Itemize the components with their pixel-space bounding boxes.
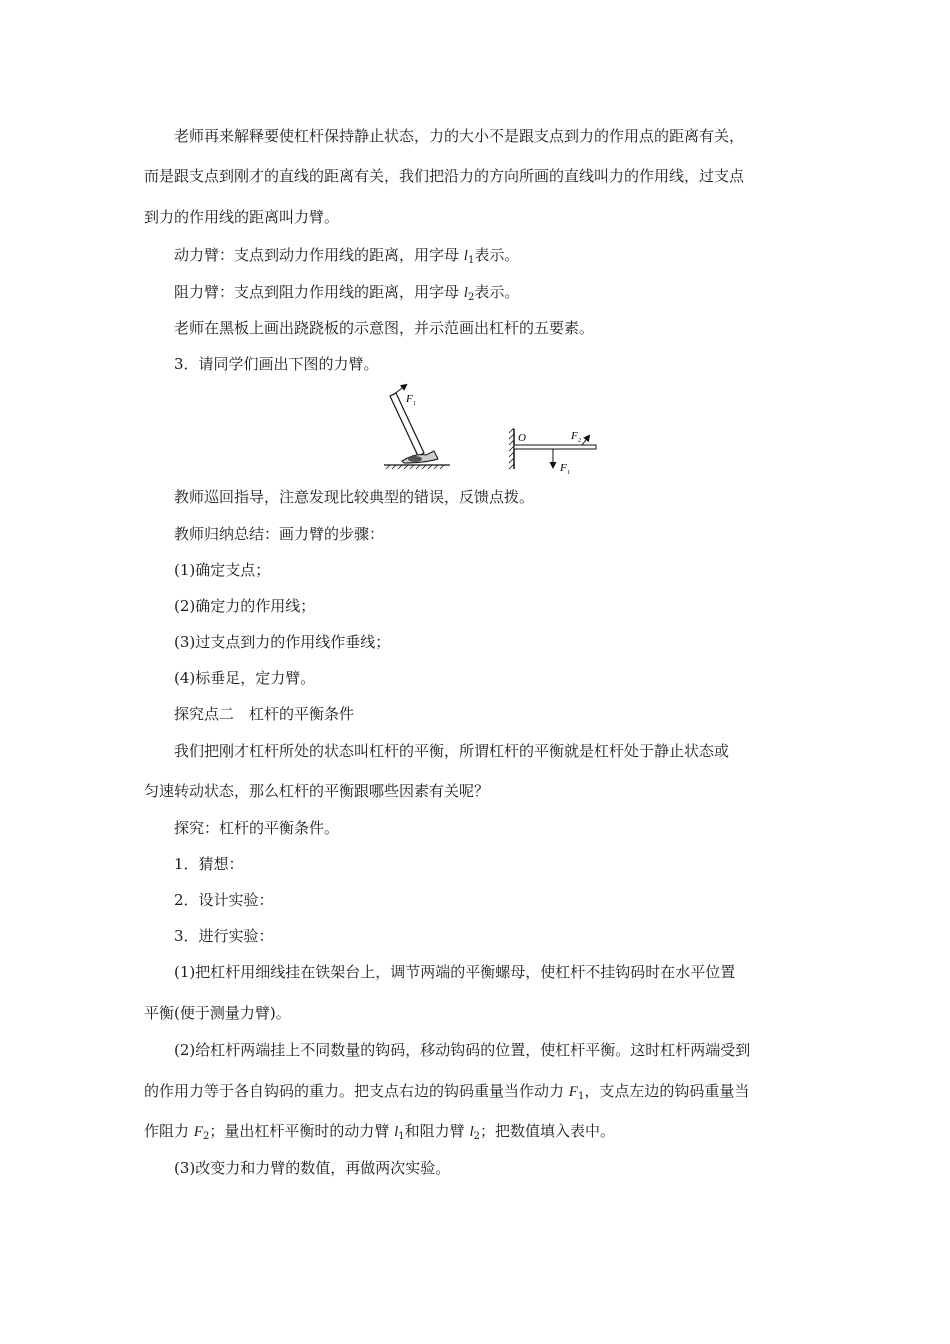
question-3: 3．请同学们画出下图的力臂。 (174, 355, 379, 373)
lever-figure (380, 383, 604, 475)
symbol-f: F (568, 1084, 578, 1100)
force-label-f2: F (571, 430, 578, 442)
text-run: ；把数值填入表中。 (479, 1122, 615, 1140)
step-item: (2)确定力的作用线； (174, 597, 316, 615)
paragraph-line: 老师再来解释要使杠杆保持静止状态，力的大小不是跟支点到力的作用点的距离有关， (174, 127, 745, 145)
symbol-l: l (394, 1124, 399, 1140)
step-item: (1)确定支点； (174, 561, 271, 579)
paragraph-line: (1)把杠杆用细线挂在铁架台上，调节两端的平衡螺母，使杠杆不挂钩码时在水平位置 (174, 963, 736, 981)
list-item: 1．猜想： (174, 855, 244, 873)
text-run: 动力臂：支点到动力作用线的距离，用字母 (174, 246, 464, 264)
force-subscript: 1 (413, 401, 416, 407)
wall-lever-drawing (509, 428, 596, 475)
crowbar-drawing (384, 385, 450, 469)
section-heading: 探究点二 杠杆的平衡条件 (174, 705, 355, 723)
symbol-l: l (469, 1124, 474, 1140)
paragraph-line: 而是跟支点到刚才的直线的距离有关，我们把沿力的方向所画的直线叫力的作用线，过支点 (144, 167, 745, 185)
subscript: 1 (398, 1131, 405, 1142)
paragraph-line: 平衡(便于测量力臂)。 (144, 1004, 291, 1022)
subscript: 2 (202, 1131, 210, 1142)
paragraph-line: 探究：杠杆的平衡条件。 (174, 819, 340, 837)
subscript: 1 (577, 1091, 585, 1102)
text-run: 表示。 (474, 283, 520, 301)
symbol-l: l (463, 285, 468, 301)
step-item: (3)过支点到力的作用线作垂线； (174, 633, 391, 651)
text-run: ，支点左边的钩码重量当 (584, 1082, 750, 1100)
paragraph-line: (2)给杠杆两端挂上不同数量的钩码，移动钩码的位置，使杠杆平衡。这时杠杆两端受到 (174, 1041, 751, 1059)
text-run: 的作用力等于各自钩码的重力。把支点右边的钩码重量当作动力 (144, 1082, 569, 1100)
text-run: 阻力臂：支点到阻力作用线的距离，用字母 (174, 283, 464, 301)
paragraph-line (144, 1082, 809, 1106)
text-run: 和阻力臂 (404, 1122, 470, 1140)
pivot-label-o: O (518, 432, 526, 444)
paragraph-line: 匀速转动状态，那么杠杆的平衡跟哪些因素有关呢？ (144, 782, 490, 800)
subscript: 1 (467, 255, 475, 266)
list-item: 3．进行实验： (174, 927, 274, 945)
paragraph-line: (3)改变力和力臂的数值，再做两次实验。 (174, 1159, 451, 1177)
paragraph-line: 老师在黑板上画出跷跷板的示意图，并示范画出杠杆的五要素。 (174, 319, 595, 337)
text-run: 作阻力 (144, 1122, 194, 1140)
paragraph-line: 教师归纳总结：画力臂的步骤： (174, 525, 385, 543)
force-label-f1-right: F (560, 462, 567, 474)
paragraph-line: 我们把刚才杠杆所处的状态叫杠杆的平衡，所谓杠杆的平衡就是杠杆处于静止状态或 (174, 742, 730, 760)
resistance-arm-definition (174, 283, 839, 307)
step-item: (4)标垂足，定力臂。 (174, 669, 316, 687)
effort-arm-definition (174, 246, 839, 270)
subscript: 2 (473, 1131, 480, 1142)
force-subscript: 2 (578, 438, 581, 444)
subscript: 2 (467, 292, 475, 303)
force-label-f1: F (406, 393, 413, 405)
paragraph-line: 到力的作用线的距离叫力臂。 (144, 208, 340, 226)
paragraph-line: 教师巡回指导，注意发现比较典型的错误，反馈点拨。 (174, 488, 535, 506)
paragraph-line (144, 1122, 809, 1146)
lever-diagram (380, 383, 604, 475)
text-run: ；量出杠杆平衡时的动力臂 (209, 1122, 395, 1140)
force-subscript: 1 (567, 470, 570, 475)
symbol-f: F (193, 1124, 203, 1140)
text-run: 表示。 (474, 246, 520, 264)
list-item: 2．设计实验： (174, 891, 274, 909)
symbol-l: l (463, 248, 468, 264)
